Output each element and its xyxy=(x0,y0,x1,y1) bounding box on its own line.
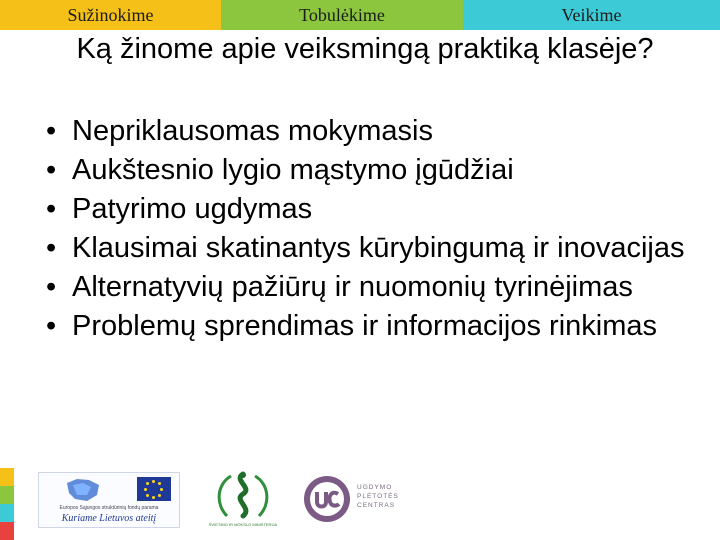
bullet-item: • Klausimai skatinantys kūrybingumą ir inovacijas xyxy=(46,229,686,268)
bullet-item: • Aukštesnio lygio mąstymo įgūdžiai xyxy=(46,151,686,190)
strip-green xyxy=(0,486,14,504)
slide-title: Ką žinome apie veiksmingą praktiką klasėje? xyxy=(76,33,654,65)
strip-yellow xyxy=(0,468,14,486)
bullet-item: • Alternatyvių pažiūrų ir nuomonių tyrinėjimas xyxy=(46,268,686,307)
tab-label: Sužinokime xyxy=(67,4,154,25)
eu-funds-slogan: Kuriame Lietuvos ateitį xyxy=(61,513,157,524)
tab-veikime[interactable] xyxy=(463,0,720,30)
lithuania-map-icon xyxy=(63,477,103,503)
bullet-item: • Nepriklausomas mokymasis xyxy=(46,112,686,151)
upc-text-line: CENTRAS xyxy=(357,502,396,509)
eu-flag-icon xyxy=(137,477,171,501)
eu-funds-small-text: Europos Sąjungos struktūrinių fondų parama xyxy=(59,505,159,511)
upc-circle-icon xyxy=(302,474,352,524)
strip-cyan xyxy=(0,504,14,522)
tab-label: Veikime xyxy=(561,4,622,25)
tab-label: Tobulėkime xyxy=(299,4,385,25)
color-strip xyxy=(0,468,14,540)
eu-funds-logo xyxy=(38,472,180,528)
tab-suzinokime[interactable] xyxy=(0,0,221,30)
serpent-emblem-icon xyxy=(203,470,283,522)
bullet-list xyxy=(46,112,686,346)
ministry-logo xyxy=(203,470,283,528)
strip-red xyxy=(0,522,14,540)
bullet-item: • Patyrimo ugdymas xyxy=(46,190,686,229)
tab-tobulekime[interactable] xyxy=(221,0,463,30)
upc-logo-text xyxy=(357,483,417,510)
ministry-caption: ŠVIETIMO IR MOKSLO MINISTERIJA xyxy=(208,522,278,527)
section-tab-bar xyxy=(0,0,720,30)
bullet-item: • Problemų sprendimas ir informacijos rinkimas xyxy=(46,307,686,346)
upc-text-line: PLĖTOTĖS xyxy=(357,493,399,500)
upc-text-line: UGDYMO xyxy=(357,484,393,491)
